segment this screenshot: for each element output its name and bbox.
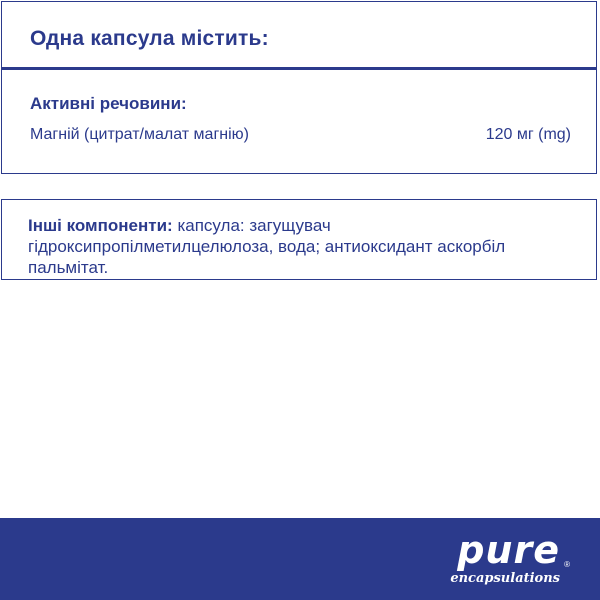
other-components-text	[28, 215, 566, 278]
brand-logo-main: pure	[457, 528, 560, 572]
registered-mark: ®	[564, 560, 570, 569]
composition-title: Одна капсула містить:	[30, 27, 269, 50]
active-substances-label: Активні речовини:	[30, 94, 187, 113]
other-components-panel	[1, 199, 597, 280]
other-components-label: Інші компоненти:	[28, 216, 173, 235]
ingredient-row	[30, 126, 571, 144]
composition-header	[2, 2, 596, 70]
brand-logo	[450, 528, 570, 586]
ingredient-amount: 120 мг (mg)	[485, 126, 571, 143]
other-components-body: капсула: загущувач гідроксипропілметилцелюлоза, вода; антиоксидант аскорбіл пальмітат.	[28, 216, 506, 277]
brand-footer	[0, 518, 600, 600]
composition-panel	[1, 1, 597, 174]
brand-logo-sub: encapsulations	[450, 571, 560, 586]
ingredient-name: Магній (цитрат/малат магнію)	[30, 126, 249, 143]
